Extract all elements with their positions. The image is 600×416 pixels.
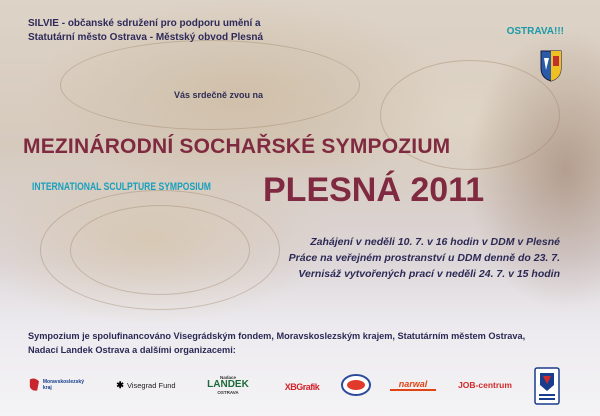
region-emblem-icon [28, 377, 41, 393]
nadace-landek-logo [197, 370, 259, 400]
organizer-line-2: Statutární město Ostrava - Městský obvod Plesná [28, 32, 264, 43]
sponsor-name: Moravskoslezský kraj [42, 379, 84, 391]
sponsor-name: JOB-centrum [458, 380, 512, 390]
title-place-year: PLESNÁ 2011 [263, 171, 485, 209]
ostrava-tag: OSTRAVA!!! [506, 26, 564, 37]
sponsor-logos-row [0, 366, 600, 412]
xb-grafik-logo [278, 374, 326, 400]
shield-sponsor-logo [532, 366, 562, 406]
narwal-logo [386, 372, 440, 398]
sponsor-name: Visegrad Fund [126, 380, 176, 390]
ostrava-coat-of-arms-icon [540, 50, 562, 82]
sponsor-name: LANDEK [207, 379, 249, 390]
wood-grain-decoration [70, 205, 250, 295]
round-badge-icon [341, 374, 371, 396]
round-sponsor-logo [339, 372, 373, 398]
sponsor-prefix: Nadace [219, 375, 236, 380]
schedule-line: Práce na veřejném prostranství u DDM denně do 23. 7. [288, 252, 560, 264]
title-czech: MEZINÁRODNÍ SOCHAŘSKÉ SYMPOZIUM [23, 135, 451, 158]
schedule-line: Vernisáž vytvořených prací v neděli 24. 7. v 15 hodin [298, 268, 560, 280]
organizer-line-1: SILVIE - občanské sdružení pro podporu umění a [28, 18, 261, 29]
shield-badge-icon [534, 367, 560, 405]
sponsor-sub: OSTRAVA [217, 390, 239, 395]
sponsor-name: narwal [398, 379, 428, 389]
sponsor-name: XBGrafik [284, 382, 320, 392]
visegrad-star-icon: ✱ [116, 379, 124, 390]
organizer-block [28, 17, 263, 45]
visegrad-fund-logo [110, 372, 182, 398]
wood-grain-decoration [60, 40, 360, 130]
moravskoslezsky-kraj-logo [28, 372, 90, 398]
invitation-text: Vás srdečně zvou na [174, 90, 264, 100]
divider-line [390, 389, 436, 391]
funding-note [28, 329, 588, 357]
funding-line-2: Nadací Landek Ostrava a dalšími organizacemi: [28, 345, 236, 355]
funding-line-1: Sympozium je spolufinancováno Visegrádským fondem, Moravskoslezským krajem, Statutárním městem Ostrava, [28, 331, 526, 341]
title-english: INTERNATIONAL SCULPTURE SYMPOSIUM [32, 181, 211, 193]
schedule-block [289, 234, 560, 282]
job-centrum-logo [453, 372, 517, 398]
schedule-line: Zahájení v neděli 10. 7. v 16 hodin v DDM v Plesné [310, 236, 560, 248]
